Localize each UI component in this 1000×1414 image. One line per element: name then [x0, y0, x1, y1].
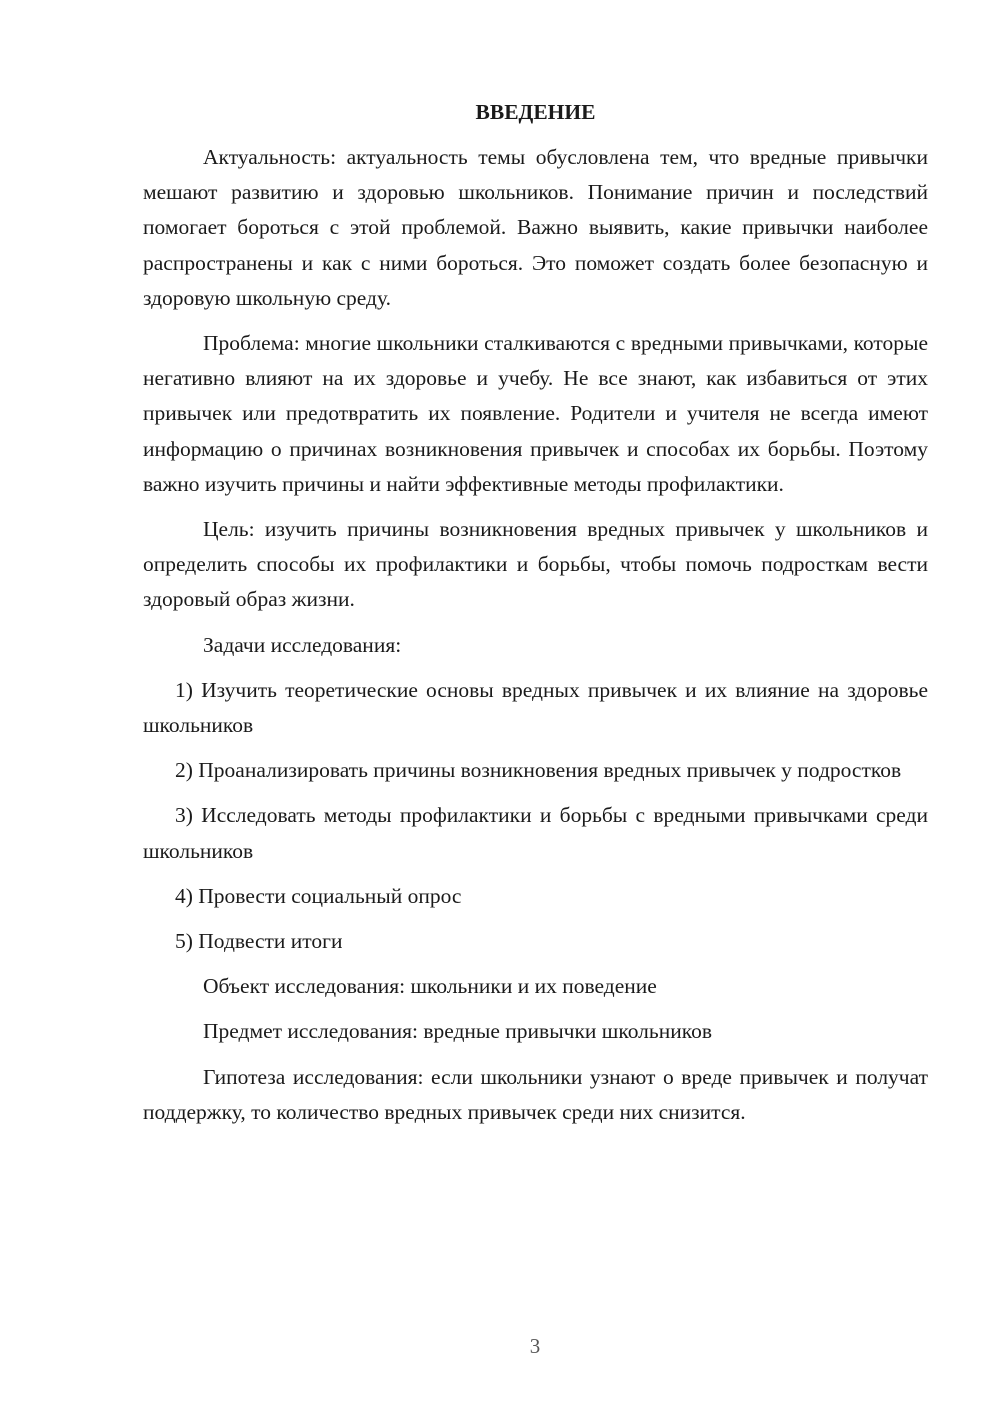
goal-paragraph: Цель: изучить причины возникновения вредных привычек у школьников и определить способы их профилактики и борьбы, чтобы помочь подросткам вести здоровый образ жизни.	[143, 517, 928, 612]
object-paragraph: Объект исследования: школьники и их поведение	[203, 974, 657, 999]
task-item-2: 2) Проанализировать причины возникновения вредных привычек у подростков	[175, 758, 902, 783]
task-item-5: 5) Подвести итоги	[175, 929, 343, 954]
hypothesis-paragraph: Гипотеза исследования: если школьники узнают о вреде привычек и получат поддержку, то количество вредных привычек среди них снизится.	[143, 1064, 928, 1124]
task-item-3: 3) Исследовать методы профилактики и борьбы с вредными привычками среди школьников	[143, 803, 928, 863]
problem-paragraph: Проблема: многие школьники сталкиваются с вредными привычками, которые негативно влияют на их здоровье и учебу. Не все знают, как избавиться от этих привычек или предотвратить их появление. Родители и учителя не всегда имеют информацию о причинах возникновения привычек и способах их борьбы. Поэтому важно изучить причины и найти эффективные методы профилактики.	[143, 331, 928, 496]
tasks-heading: Задачи исследования:	[203, 632, 402, 657]
subject-paragraph: Предмет исследования: вредные привычки школьников	[203, 1019, 712, 1044]
relevance-paragraph: Актуальность: актуальность темы обусловлена тем, что вредные привычки мешают развитию и здоровью школьников. Понимание причин и последствий помогает бороться с этой проблемой. Важно выявить, какие привычки наиболее распространены и как с ними бороться. Это поможет создать более безопасную и здоровую школьную среду.	[143, 145, 928, 310]
page-number: 3	[529, 1334, 541, 1358]
task-item-4: 4) Провести социальный опрос	[175, 883, 462, 908]
page-body	[143, 95, 928, 1140]
page-title: ВВЕДЕНИЕ	[475, 100, 596, 124]
task-item-1: 1) Изучить теоретические основы вредных привычек и их влияние на здоровье школьников	[143, 677, 928, 738]
